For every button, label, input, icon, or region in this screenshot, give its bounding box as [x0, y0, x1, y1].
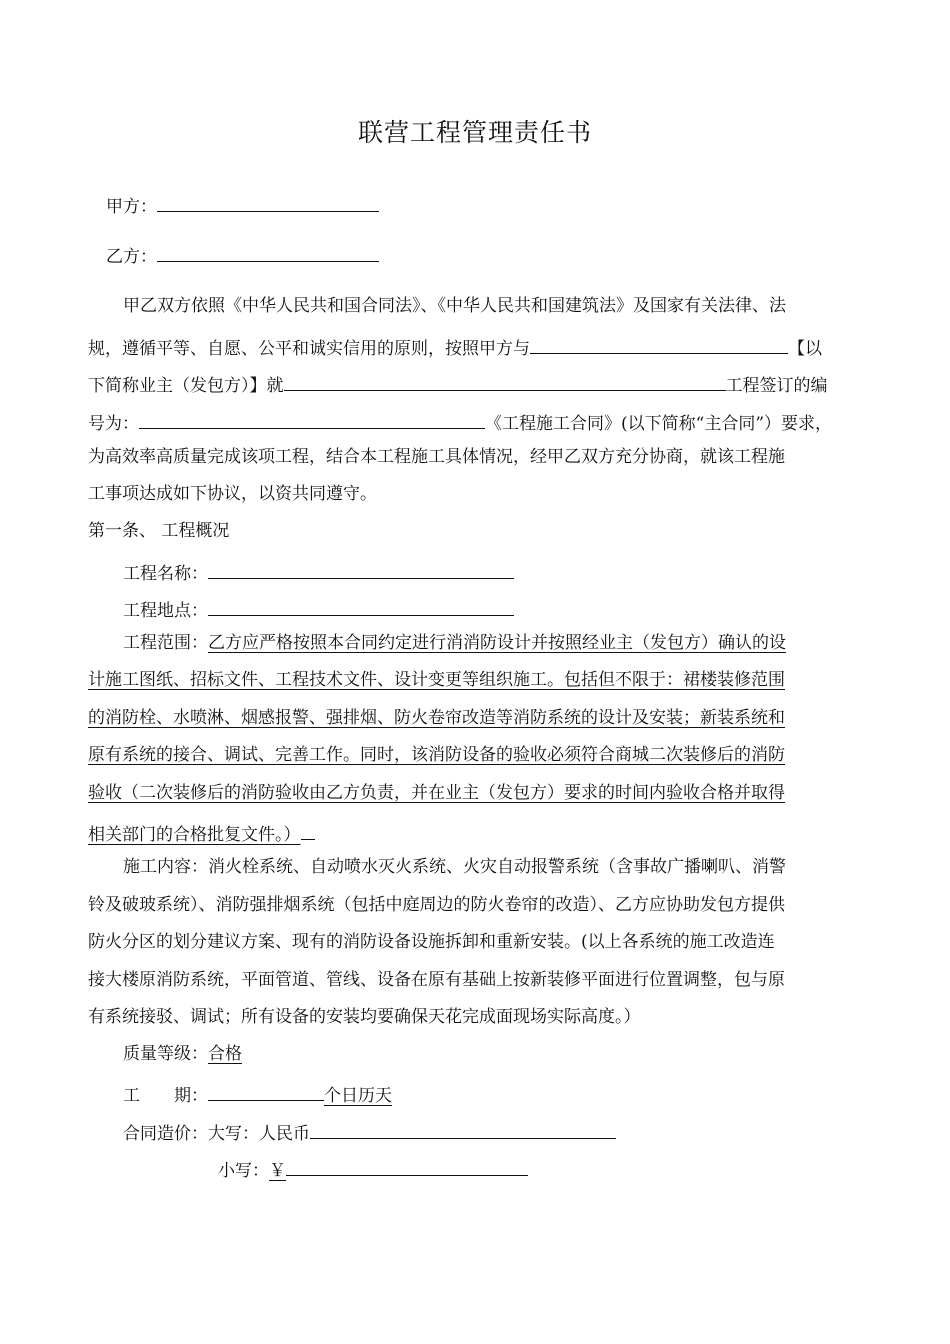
price-label: 合同造价：	[123, 1124, 208, 1144]
intro-line-2-text: 规，遵循平等、自愿、公平和诚实信用的原则，按照甲方与	[88, 339, 530, 359]
intro-line-3	[88, 373, 828, 395]
scope-text-6: 相关部门的合格批复文件。）	[88, 825, 301, 845]
scope-line-4: 原有系统的接合、调试、完善工作。同时，该消防设备的验收必须符合商城二次装修后的消防	[88, 745, 785, 765]
price-lower-blank[interactable]	[286, 1158, 528, 1176]
scope-line-6	[88, 822, 315, 844]
content-line-5: 有系统接驳、调试；所有设备的安装均要确保天花完成面现场实际高度。）	[88, 1007, 641, 1027]
period-value: 个日历天	[324, 1086, 392, 1106]
quality-label: 质量等级：	[123, 1044, 208, 1064]
project-site-row	[123, 598, 514, 620]
intro-line-3-end: 工程签订的编	[725, 376, 828, 396]
intro-line-2	[88, 336, 822, 358]
period-row	[123, 1083, 392, 1105]
project-name-row	[123, 561, 514, 583]
scope-label: 工程范围：	[123, 633, 208, 653]
content-line-4: 接大楼原消防系统，平面管道、管线、设备在原有基础上按新装修平面进行位置调整，包与原	[88, 970, 785, 990]
project-site-blank[interactable]	[208, 598, 514, 616]
intro-line-3-text: 下简称业主（发包方）】就	[88, 376, 284, 396]
intro-line-5: 为高效率高质量完成该项工程，结合本工程施工具体情况，经甲乙双方充分协商，就该工程施	[88, 447, 785, 467]
yuan-symbol: ￥	[269, 1161, 286, 1181]
scope-text-1: 乙方应严格按照本合同约定进行消消防设计并按照经业主（发包方）确认的设	[208, 633, 786, 653]
content-line-1	[123, 859, 786, 876]
quality-row	[123, 1046, 242, 1063]
project-site-label: 工程地点：	[123, 601, 208, 621]
scope-end-rule	[301, 822, 315, 840]
price-upper-blank[interactable]	[310, 1121, 616, 1139]
intro-line-6: 工事项达成如下协议，以资共同遵守。	[88, 484, 377, 504]
content-label: 施工内容：	[123, 857, 208, 877]
period-label: 工 期：	[123, 1086, 208, 1106]
party-b-row	[106, 244, 379, 266]
price-upper-row	[123, 1121, 616, 1143]
scope-line-1	[123, 635, 786, 652]
intro-line-2-end: 【以	[788, 339, 822, 359]
quality-value[interactable]: 合格	[208, 1044, 242, 1064]
contract-number-blank[interactable]	[139, 411, 485, 429]
party-b-label: 乙方：	[106, 247, 157, 267]
intro-line-4	[88, 411, 832, 433]
intro-line-1: 甲乙双方依照《中华人民共和国合同法》、《中华人民共和国建筑法》及国家有关法律、法	[123, 296, 786, 316]
owner-name-blank[interactable]	[530, 336, 788, 354]
period-days-blank[interactable]	[208, 1083, 324, 1101]
price-upper-label: 大写：人民币	[208, 1124, 310, 1144]
scope-line-5: 验收（二次装修后的消防验收由乙方负责，并在业主（发包方）要求的时间内验收合格并取得	[88, 783, 785, 803]
content-line-2: 铃及破玻系统）、消防强排烟系统（包括中庭周边的防火卷帘的改造）、乙方应协助发包方提供	[88, 895, 785, 915]
price-lower-label: 小写：	[218, 1161, 269, 1181]
price-lower-row	[218, 1158, 528, 1180]
content-line-3: 防火分区的划分建议方案、现有的消防设备设施拆卸和重新安装。(以上各系统的施工改造连	[88, 932, 775, 952]
project-name-blank[interactable]	[208, 561, 514, 579]
content-text-1: 消火栓系统、自动喷水灭火系统、火灾自动报警系统（含事故广播喇叭、消警	[208, 857, 786, 877]
intro-line-4-text: 号为：	[88, 414, 139, 434]
party-a-label: 甲方：	[106, 197, 157, 217]
scope-line-2: 计施工图纸、招标文件、工程技术文件、设计变更等组织施工。包括但不限于：裙楼装修范围	[88, 670, 785, 690]
document-title: 联营工程管理责任书	[357, 118, 592, 147]
project-name-label: 工程名称：	[123, 564, 208, 584]
project-blank[interactable]	[284, 373, 726, 391]
intro-line-4-end: 《工程施工合同》(以下简称“主合同”）要求，	[485, 414, 833, 434]
article-1-heading: 第一条、 工程概况	[88, 521, 230, 541]
party-a-row	[106, 194, 379, 216]
party-b-blank[interactable]	[157, 244, 379, 262]
party-a-blank[interactable]	[157, 194, 379, 212]
scope-line-3: 的消防栓、水喷淋、烟感报警、强排烟、防火卷帘改造等消防系统的设计及安装；新装系统和	[88, 708, 785, 728]
